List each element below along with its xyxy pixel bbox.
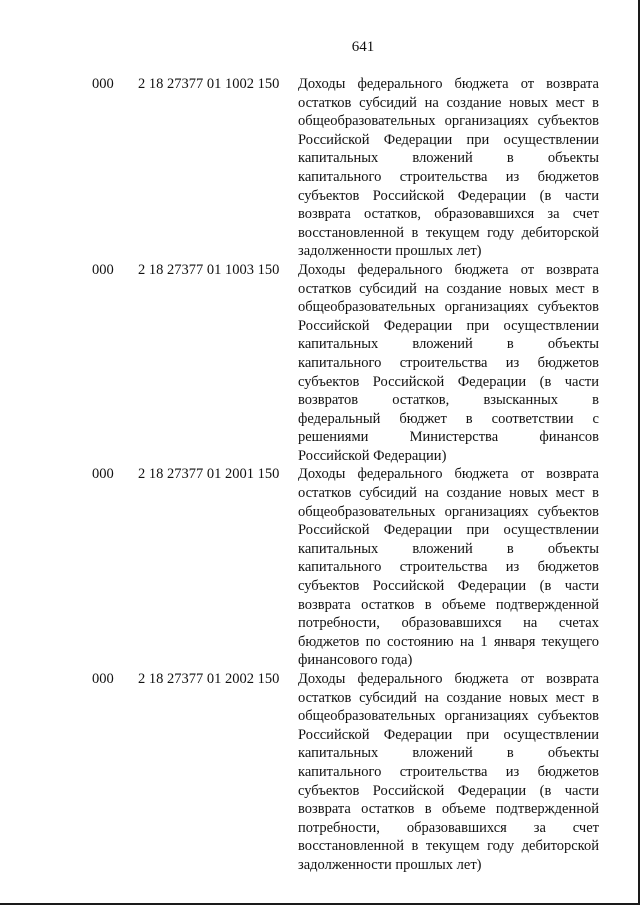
description-line: возврата остатков, образовавшихся за счет bbox=[298, 206, 599, 223]
description-line: Доходы федерального бюджета от возврата bbox=[298, 466, 599, 483]
budget-code-entry bbox=[92, 261, 602, 466]
administrator-code: 000 bbox=[92, 671, 114, 687]
description-line: федеральный бюджет в соответствии с bbox=[298, 410, 599, 427]
description-line: задолженности прошлых лет) bbox=[298, 856, 482, 873]
description-line: остатков субсидий на создание новых мест в bbox=[298, 485, 599, 502]
description-line: капитального строительства из бюджетов bbox=[298, 763, 599, 780]
description-line: Российской Федерации при осуществлении bbox=[298, 131, 599, 148]
budget-classification-code: 2 18 27377 01 2002 150 bbox=[138, 671, 280, 687]
description-line: Российской Федерации при осуществлении bbox=[298, 726, 599, 743]
administrator-code: 000 bbox=[92, 76, 114, 92]
budget-code-entry bbox=[92, 670, 602, 875]
description-line: остатков субсидий на создание новых мест в bbox=[298, 94, 599, 111]
description-line: общеобразовательных организациях субъектов bbox=[298, 708, 599, 725]
description-line: капитального строительства из бюджетов bbox=[298, 168, 599, 185]
budget-classification-code: 2 18 27377 01 2001 150 bbox=[138, 466, 280, 483]
description-line: Российской Федерации при осуществлении bbox=[298, 317, 599, 334]
administrator-code: 000 bbox=[92, 261, 114, 278]
description-line: финансового года) bbox=[298, 652, 413, 669]
description-line: возврата остатков в объеме подтвержденной bbox=[298, 801, 599, 818]
description-line: общеобразовательных организациях субъектов bbox=[298, 299, 599, 316]
description-line: восстановленной в текущем году дебиторской bbox=[298, 224, 599, 241]
description-line: капитального строительства из бюджетов bbox=[298, 354, 599, 371]
description-line: Доходы федерального бюджета от возврата bbox=[298, 76, 599, 92]
description-line: субъектов Российской Федерации (в части bbox=[298, 578, 599, 595]
description-line: Доходы федерального бюджета от возврата bbox=[298, 671, 599, 687]
income-description bbox=[298, 75, 599, 261]
budget-classification-code: 2 18 27377 01 1002 150 bbox=[138, 76, 280, 92]
description-line: Российской Федерации) bbox=[298, 447, 447, 464]
budget-code-entry bbox=[92, 465, 602, 670]
budget-code-list bbox=[92, 75, 602, 875]
description-line: возвратов остатков, взысканных в bbox=[298, 392, 599, 409]
description-line: задолженности прошлых лет) bbox=[298, 243, 482, 260]
description-line: остатков субсидий на создание новых мест в bbox=[298, 280, 599, 297]
description-line: капитальных вложений в объекты bbox=[298, 540, 599, 557]
description-line: капитальных вложений в объекты bbox=[298, 150, 599, 167]
description-line: Российской Федерации при осуществлении bbox=[298, 522, 599, 539]
description-line: капитальных вложений в объекты bbox=[298, 336, 599, 353]
budget-classification-code: 2 18 27377 01 1003 150 bbox=[138, 261, 280, 278]
description-line: остатков субсидий на создание новых мест в bbox=[298, 689, 599, 706]
description-line: решениями Министерства финансов bbox=[298, 429, 599, 446]
income-description bbox=[298, 465, 599, 670]
description-line: субъектов Российской Федерации (в части bbox=[298, 187, 599, 204]
description-line: Доходы федерального бюджета от возврата bbox=[298, 261, 599, 278]
description-line: возврата остатков в объеме подтвержденной bbox=[298, 596, 599, 613]
page-number: 641 bbox=[351, 39, 375, 55]
description-line: восстановленной в текущем году дебиторской bbox=[298, 838, 599, 855]
description-line: капитального строительства из бюджетов bbox=[298, 559, 599, 576]
income-description bbox=[298, 261, 599, 466]
description-line: бюджетов по состоянию на 1 января текущего bbox=[298, 633, 599, 650]
administrator-code: 000 bbox=[92, 466, 114, 483]
description-line: субъектов Российской Федерации (в части bbox=[298, 373, 599, 390]
description-line: общеобразовательных организациях субъектов bbox=[298, 503, 599, 520]
description-line: капитальных вложений в объекты bbox=[298, 745, 599, 762]
budget-code-entry bbox=[92, 75, 602, 261]
description-line: потребности, образовавшихся на счетах bbox=[298, 615, 599, 632]
income-description bbox=[298, 670, 599, 875]
description-line: общеобразовательных организациях субъектов bbox=[298, 113, 599, 130]
description-line: потребности, образовавшихся за счет bbox=[298, 819, 599, 836]
description-line: субъектов Российской Федерации (в части bbox=[298, 782, 599, 799]
